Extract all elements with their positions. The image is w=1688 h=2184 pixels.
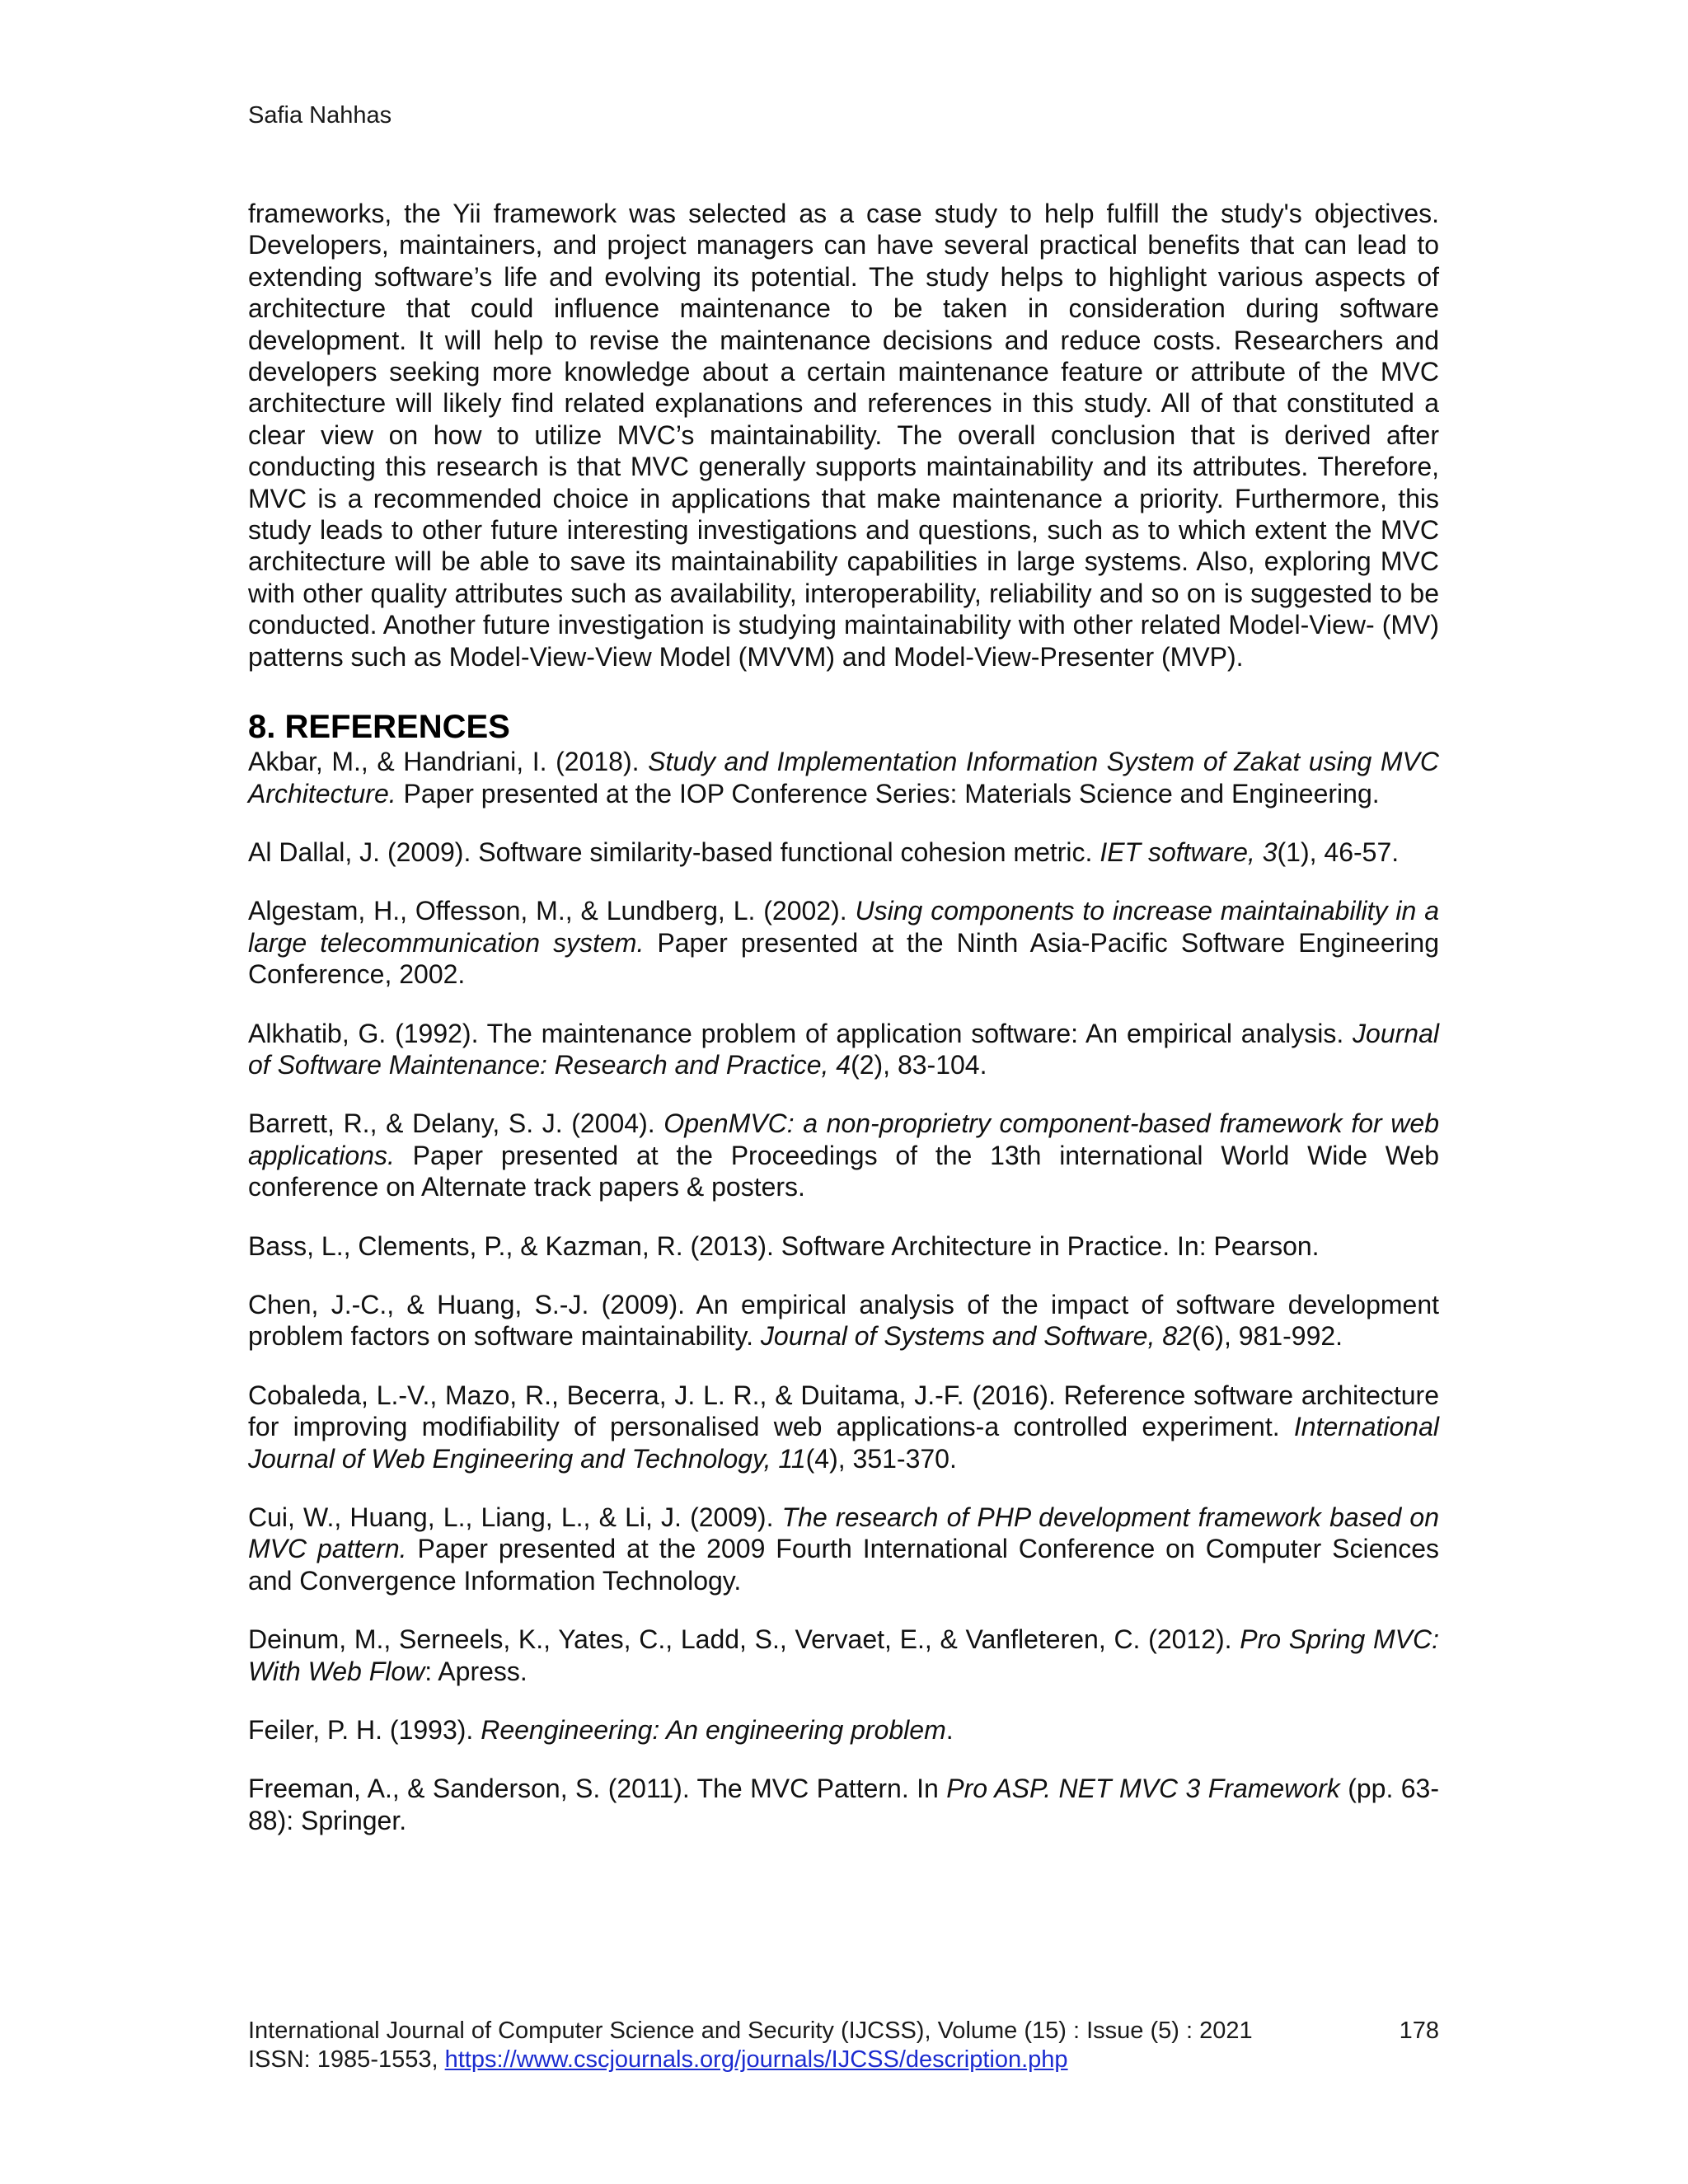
reference-item <box>248 1773 1439 1836</box>
reference-text: Freeman, A., & Sanderson, S. (2011). The MVC Pattern. In <box>248 1774 947 1804</box>
body-paragraph: frameworks, the Yii framework was selected as a case study to help fulfill the study's objectives. Developers, maintainers, and project managers can have several practical benefits that can lead to extending software’s life and evolving its potential. The study helps to highlight various aspects of architecture that could influence maintenance to be taken in consideration during software development. It will help to revise the maintenance decisions and reduce costs. Researchers and developers seeking more knowledge about a certain maintenance feature or attribute of the MVC architecture will likely find related explanations and references in this study. All of that constituted a clear view on how to utilize MVC’s maintainability. The overall conclusion that is derived after conducting this research is that MVC generally supports maintainability and its attributes. Therefore, MVC is a recommended choice in applications that make maintenance a priority. Furthermore, this study leads to other future interesting investigations and questions, such as to which extent the MVC architecture will be able to save its maintainability capabilities in large systems. Also, exploring MVC with other quality attributes such as availability, interoperability, reliability and so on is suggested to be conducted. Another future investigation is studying maintainability with other related Model-View- (MV) patterns such as Model-View-View Model (MVVM) and Model-View-Presenter (MVP). <box>248 199 1439 672</box>
page-content <box>248 198 1439 1863</box>
footer-journal-line <box>248 2017 1439 2046</box>
reference-item <box>248 1108 1439 1202</box>
reference-list <box>248 746 1439 1836</box>
reference-details: (2), 83-104. <box>851 1049 987 1080</box>
reference-details: : Apress. <box>424 1656 528 1686</box>
reference-title: The research of PHP development framework based on MVC pattern. <box>248 1502 1440 1564</box>
reference-title: IET software, 3 <box>1100 837 1278 867</box>
reference-title: Journal of Systems and Software, 82 <box>760 1321 1192 1352</box>
reference-item <box>248 1018 1439 1081</box>
reference-title: Journal of Software Maintenance: Research and Practice, 4 <box>248 1018 1439 1080</box>
reference-details: Paper presented at the IOP Conference Series: Materials Science and Engineering. <box>396 778 1380 808</box>
reference-text: Feiler, P. H. (1993). <box>248 1715 481 1746</box>
references-heading: 8. REFERENCES <box>248 709 510 746</box>
reference-text: Al Dallal, J. (2009). Software similarity-based functional cohesion metric. <box>248 837 1100 867</box>
reference-details: Paper presented at the 2009 Fourth International Conference on Computer Sciences and Convergence Information Technology. <box>248 1534 1440 1596</box>
reference-text: Barrett, R., & Delany, S. J. (2004). <box>248 1108 664 1139</box>
reference-title: Study and Implementation Information System of Zakat using MVC Architecture. <box>248 747 1440 808</box>
reference-item <box>248 1380 1439 1474</box>
reference-details: (1), 46-57. <box>1277 837 1400 867</box>
reference-details: (6), 981-992. <box>1191 1321 1343 1352</box>
page-footer <box>248 2017 1439 2074</box>
reference-text: Cui, W., Huang, L., Liang, L., & Li, J. (2009). <box>248 1502 782 1532</box>
reference-item <box>248 1289 1439 1352</box>
reference-text: Alkhatib, G. (1992). The maintenance problem of application software: An empirical analysis. <box>248 1018 1353 1048</box>
reference-item <box>248 1624 1439 1687</box>
reference-text: Deinum, M., Serneels, K., Yates, C., Ladd, S., Vervaet, E., & Vanfleteren, C. (2012). <box>248 1624 1240 1655</box>
running-header-author: Safia Nahhas <box>248 102 392 129</box>
reference-text: Cobaleda, L.-V., Mazo, R., Becerra, J. L. R., & Duitama, J.-F. (2016). Reference software architecture for improving modifiability of personalised web applications-a controlled experiment. <box>248 1380 1439 1442</box>
page-number: 178 <box>1399 2018 1439 2044</box>
reference-title: International Journal of Web Engineering and Technology, 11 <box>248 1412 1439 1474</box>
reference-item <box>248 895 1439 990</box>
journal-url-link[interactable]: https://www.cscjournals.org/journals/IJCSS/description.php <box>444 2046 1068 2073</box>
reference-details: Paper presented at the Ninth Asia-Pacific Software Engineering Conference, 2002. <box>248 927 1440 990</box>
reference-title: Using components to increase maintainability in a large telecommunication system. <box>248 896 1440 958</box>
reference-text: Algestam, H., Offesson, M., & Lundberg, L. (2002). <box>248 896 856 926</box>
footer-issn: ISSN: 1985-1553, <box>248 2046 445 2073</box>
reference-item <box>248 746 1439 809</box>
reference-details: (pp. 63-88): Springer. <box>248 1774 1440 1835</box>
reference-title: OpenMVC: a non-proprietry component-based framework for web applications. <box>248 1108 1440 1170</box>
reference-text: Chen, J.-C., & Huang, S.-J. (2009). An empirical analysis of the impact of software development problem factors on software maintainability. <box>248 1289 1439 1352</box>
reference-item <box>248 1714 1439 1746</box>
reference-item <box>248 1230 1439 1262</box>
reference-text: Bass, L., Clements, P., & Kazman, R. (2013). Software Architecture in Practice. In: Pearson. <box>248 1230 1320 1261</box>
reference-details: (4), 351-370. <box>805 1443 957 1474</box>
reference-details: Paper presented at the Proceedings of the 13th international World Wide Web conference on Alternate track papers & posters. <box>248 1140 1439 1202</box>
reference-item <box>248 1502 1439 1596</box>
reference-title: Pro Spring MVC: With Web Flow <box>248 1624 1440 1686</box>
reference-item <box>248 837 1439 868</box>
footer-issn-line <box>248 2046 1439 2074</box>
reference-details: . <box>945 1715 954 1746</box>
reference-title: Reengineering: An engineering problem <box>481 1715 946 1746</box>
footer-journal-info: International Journal of Computer Science and Security (IJCSS), Volume (15) : Issue (5) : 2021 <box>248 2018 1253 2044</box>
reference-title: Pro ASP. NET MVC 3 Framework <box>946 1774 1340 1804</box>
reference-text: Akbar, M., & Handriani, I. (2018). <box>248 747 649 777</box>
